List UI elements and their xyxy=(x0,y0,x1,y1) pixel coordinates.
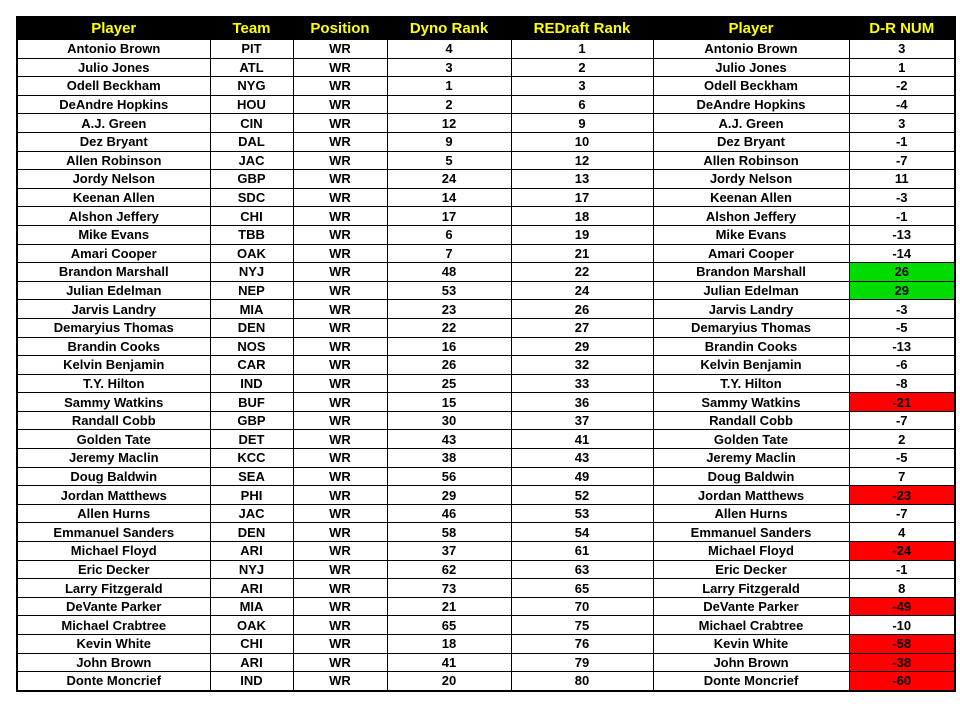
player-cell: Antonio Brown xyxy=(17,40,210,59)
player-cell: Sammy Watkins xyxy=(17,393,210,412)
redraft-rank-cell: 9 xyxy=(511,114,653,133)
table-row xyxy=(17,560,955,579)
player-2-cell: Mike Evans xyxy=(653,225,849,244)
team-cell: JAC xyxy=(210,504,293,523)
dr-num-cell: 29 xyxy=(849,281,955,300)
team-cell: OAK xyxy=(210,616,293,635)
redraft-rank-cell: 63 xyxy=(511,560,653,579)
table-row xyxy=(17,635,955,654)
player-2-cell: Brandon Marshall xyxy=(653,263,849,282)
table-row xyxy=(17,616,955,635)
player-cell: Brandon Marshall xyxy=(17,263,210,282)
dyno-rank-cell: 12 xyxy=(387,114,511,133)
dr-num-cell: 26 xyxy=(849,263,955,282)
player-2-cell: Brandin Cooks xyxy=(653,337,849,356)
dr-num-cell: -13 xyxy=(849,337,955,356)
dr-num-cell: -2 xyxy=(849,77,955,96)
table-row xyxy=(17,114,955,133)
position-cell: WR xyxy=(293,597,387,616)
player-cell: Jeremy Maclin xyxy=(17,449,210,468)
player-cell: Emmanuel Sanders xyxy=(17,523,210,542)
player-cell: Golden Tate xyxy=(17,430,210,449)
player-2-cell: T.Y. Hilton xyxy=(653,374,849,393)
dyno-rank-cell: 21 xyxy=(387,597,511,616)
table-row xyxy=(17,411,955,430)
dr-num-cell: -13 xyxy=(849,225,955,244)
table-row xyxy=(17,337,955,356)
dyno-rank-cell: 53 xyxy=(387,281,511,300)
team-cell: KCC xyxy=(210,449,293,468)
table-row xyxy=(17,374,955,393)
player-cell: Kevin White xyxy=(17,635,210,654)
dyno-rank-cell: 24 xyxy=(387,170,511,189)
position-cell: WR xyxy=(293,170,387,189)
player-2-cell: Julio Jones xyxy=(653,58,849,77)
player-2-cell: Eric Decker xyxy=(653,560,849,579)
dyno-rank-cell: 1 xyxy=(387,77,511,96)
redraft-rank-cell: 6 xyxy=(511,95,653,114)
team-cell: HOU xyxy=(210,95,293,114)
team-cell: PHI xyxy=(210,486,293,505)
dyno-rank-cell: 23 xyxy=(387,300,511,319)
position-cell: WR xyxy=(293,281,387,300)
redraft-rank-cell: 80 xyxy=(511,672,653,691)
redraft-rank-cell: 43 xyxy=(511,449,653,468)
table-row xyxy=(17,170,955,189)
player-cell: Keenan Allen xyxy=(17,188,210,207)
position-cell: WR xyxy=(293,486,387,505)
dr-num-cell: 1 xyxy=(849,58,955,77)
redraft-rank-cell: 27 xyxy=(511,318,653,337)
table-row xyxy=(17,597,955,616)
team-cell: PIT xyxy=(210,40,293,59)
team-cell: ARI xyxy=(210,579,293,598)
table-row xyxy=(17,467,955,486)
team-cell: MIA xyxy=(210,300,293,319)
player-cell: Doug Baldwin xyxy=(17,467,210,486)
player-cell: Amari Cooper xyxy=(17,244,210,263)
dr-num-cell: 7 xyxy=(849,467,955,486)
team-cell: CAR xyxy=(210,356,293,375)
team-cell: ARI xyxy=(210,542,293,561)
player-2-cell: Jordan Matthews xyxy=(653,486,849,505)
dr-num-cell: -3 xyxy=(849,188,955,207)
team-cell: ARI xyxy=(210,653,293,672)
dyno-rank-cell: 25 xyxy=(387,374,511,393)
position-cell: WR xyxy=(293,58,387,77)
dyno-rank-cell: 4 xyxy=(387,40,511,59)
player-cell: Larry Fitzgerald xyxy=(17,579,210,598)
dyno-rank-cell: 46 xyxy=(387,504,511,523)
dr-num-cell: 8 xyxy=(849,579,955,598)
dyno-rank-cell: 41 xyxy=(387,653,511,672)
table-row xyxy=(17,95,955,114)
dyno-rank-cell: 26 xyxy=(387,356,511,375)
position-cell: WR xyxy=(293,411,387,430)
player-cell: Michael Crabtree xyxy=(17,616,210,635)
position-cell: WR xyxy=(293,356,387,375)
player-cell: Allen Hurns xyxy=(17,504,210,523)
player-cell: T.Y. Hilton xyxy=(17,374,210,393)
team-cell: DEN xyxy=(210,523,293,542)
position-cell: WR xyxy=(293,653,387,672)
dr-num-cell: 11 xyxy=(849,170,955,189)
dr-num-cell: -14 xyxy=(849,244,955,263)
player-cell: Michael Floyd xyxy=(17,542,210,561)
dr-num-cell: -1 xyxy=(849,207,955,226)
dyno-rank-cell: 38 xyxy=(387,449,511,468)
position-cell: WR xyxy=(293,263,387,282)
position-cell: WR xyxy=(293,430,387,449)
team-cell: OAK xyxy=(210,244,293,263)
dr-num-cell: 3 xyxy=(849,40,955,59)
team-cell: ATL xyxy=(210,58,293,77)
table-row xyxy=(17,579,955,598)
table-row xyxy=(17,207,955,226)
player-2-cell: Golden Tate xyxy=(653,430,849,449)
redraft-rank-cell: 12 xyxy=(511,151,653,170)
redraft-rank-cell: 54 xyxy=(511,523,653,542)
table-row xyxy=(17,486,955,505)
player-2-cell: Amari Cooper xyxy=(653,244,849,263)
team-cell: DAL xyxy=(210,132,293,151)
dyno-rank-cell: 22 xyxy=(387,318,511,337)
position-cell: WR xyxy=(293,374,387,393)
dr-num-cell: -1 xyxy=(849,560,955,579)
redraft-rank-cell: 21 xyxy=(511,244,653,263)
column-header-position: Position xyxy=(293,17,387,40)
team-cell: SDC xyxy=(210,188,293,207)
player-2-cell: Doug Baldwin xyxy=(653,467,849,486)
column-header-dyno-rank: Dyno Rank xyxy=(387,17,511,40)
dr-num-cell: -10 xyxy=(849,616,955,635)
redraft-rank-cell: 70 xyxy=(511,597,653,616)
table-row xyxy=(17,281,955,300)
table-row xyxy=(17,244,955,263)
position-cell: WR xyxy=(293,225,387,244)
team-cell: JAC xyxy=(210,151,293,170)
dr-num-cell: 2 xyxy=(849,430,955,449)
player-2-cell: DeVante Parker xyxy=(653,597,849,616)
team-cell: GBP xyxy=(210,411,293,430)
position-cell: WR xyxy=(293,337,387,356)
dr-num-cell: -49 xyxy=(849,597,955,616)
dr-num-cell: -38 xyxy=(849,653,955,672)
player-2-cell: Allen Robinson xyxy=(653,151,849,170)
redraft-rank-cell: 3 xyxy=(511,77,653,96)
position-cell: WR xyxy=(293,579,387,598)
rankings-table-container xyxy=(16,16,956,692)
position-cell: WR xyxy=(293,40,387,59)
player-2-cell: Kelvin Benjamin xyxy=(653,356,849,375)
player-cell: Jordy Nelson xyxy=(17,170,210,189)
team-cell: IND xyxy=(210,374,293,393)
player-cell: DeVante Parker xyxy=(17,597,210,616)
dr-num-cell: 3 xyxy=(849,114,955,133)
dr-num-cell: -6 xyxy=(849,356,955,375)
redraft-rank-cell: 36 xyxy=(511,393,653,412)
player-cell: Alshon Jeffery xyxy=(17,207,210,226)
player-cell: A.J. Green xyxy=(17,114,210,133)
table-row xyxy=(17,318,955,337)
position-cell: WR xyxy=(293,467,387,486)
player-2-cell: Demaryius Thomas xyxy=(653,318,849,337)
dr-num-cell: -24 xyxy=(849,542,955,561)
redraft-rank-cell: 18 xyxy=(511,207,653,226)
dyno-rank-cell: 65 xyxy=(387,616,511,635)
team-cell: NOS xyxy=(210,337,293,356)
position-cell: WR xyxy=(293,114,387,133)
redraft-rank-cell: 13 xyxy=(511,170,653,189)
dr-num-cell: -7 xyxy=(849,411,955,430)
player-cell: Julio Jones xyxy=(17,58,210,77)
position-cell: WR xyxy=(293,672,387,691)
position-cell: WR xyxy=(293,244,387,263)
redraft-rank-cell: 26 xyxy=(511,300,653,319)
player-2-cell: Jordy Nelson xyxy=(653,170,849,189)
redraft-rank-cell: 61 xyxy=(511,542,653,561)
team-cell: NYJ xyxy=(210,560,293,579)
player-2-cell: Alshon Jeffery xyxy=(653,207,849,226)
redraft-rank-cell: 52 xyxy=(511,486,653,505)
table-row xyxy=(17,504,955,523)
position-cell: WR xyxy=(293,449,387,468)
dr-num-cell: -3 xyxy=(849,300,955,319)
redraft-rank-cell: 49 xyxy=(511,467,653,486)
dyno-rank-cell: 14 xyxy=(387,188,511,207)
player-2-cell: Allen Hurns xyxy=(653,504,849,523)
column-header-redraft-rank: REDraft Rank xyxy=(511,17,653,40)
dr-num-cell: -8 xyxy=(849,374,955,393)
player-cell: Jordan Matthews xyxy=(17,486,210,505)
dyno-rank-cell: 30 xyxy=(387,411,511,430)
dyno-rank-cell: 20 xyxy=(387,672,511,691)
dr-num-cell: -4 xyxy=(849,95,955,114)
table-row xyxy=(17,188,955,207)
redraft-rank-cell: 1 xyxy=(511,40,653,59)
table-row xyxy=(17,300,955,319)
redraft-rank-cell: 29 xyxy=(511,337,653,356)
redraft-rank-cell: 10 xyxy=(511,132,653,151)
redraft-rank-cell: 19 xyxy=(511,225,653,244)
dyno-rank-cell: 17 xyxy=(387,207,511,226)
table-row xyxy=(17,523,955,542)
position-cell: WR xyxy=(293,132,387,151)
position-cell: WR xyxy=(293,542,387,561)
player-cell: Demaryius Thomas xyxy=(17,318,210,337)
player-2-cell: Emmanuel Sanders xyxy=(653,523,849,542)
position-cell: WR xyxy=(293,393,387,412)
dyno-rank-cell: 37 xyxy=(387,542,511,561)
table-row xyxy=(17,542,955,561)
dr-num-cell: -60 xyxy=(849,672,955,691)
redraft-rank-cell: 65 xyxy=(511,579,653,598)
player-2-cell: Julian Edelman xyxy=(653,281,849,300)
team-cell: NEP xyxy=(210,281,293,300)
player-2-cell: Jarvis Landry xyxy=(653,300,849,319)
dyno-rank-cell: 29 xyxy=(387,486,511,505)
dr-num-cell: -5 xyxy=(849,449,955,468)
player-cell: Jarvis Landry xyxy=(17,300,210,319)
player-2-cell: DeAndre Hopkins xyxy=(653,95,849,114)
dyno-rank-cell: 3 xyxy=(387,58,511,77)
player-2-cell: Jeremy Maclin xyxy=(653,449,849,468)
rankings-table xyxy=(16,16,956,692)
redraft-rank-cell: 41 xyxy=(511,430,653,449)
header-row xyxy=(17,17,955,40)
dyno-rank-cell: 62 xyxy=(387,560,511,579)
dyno-rank-cell: 18 xyxy=(387,635,511,654)
player-cell: Eric Decker xyxy=(17,560,210,579)
player-2-cell: Randall Cobb xyxy=(653,411,849,430)
dyno-rank-cell: 43 xyxy=(387,430,511,449)
dr-num-cell: -5 xyxy=(849,318,955,337)
player-cell: John Brown xyxy=(17,653,210,672)
redraft-rank-cell: 17 xyxy=(511,188,653,207)
table-row xyxy=(17,132,955,151)
position-cell: WR xyxy=(293,560,387,579)
player-2-cell: Donte Moncrief xyxy=(653,672,849,691)
player-cell: Dez Bryant xyxy=(17,132,210,151)
redraft-rank-cell: 37 xyxy=(511,411,653,430)
redraft-rank-cell: 32 xyxy=(511,356,653,375)
table-row xyxy=(17,225,955,244)
table-row xyxy=(17,77,955,96)
player-2-cell: John Brown xyxy=(653,653,849,672)
team-cell: NYG xyxy=(210,77,293,96)
position-cell: WR xyxy=(293,95,387,114)
player-cell: DeAndre Hopkins xyxy=(17,95,210,114)
team-cell: SEA xyxy=(210,467,293,486)
dr-num-cell: -58 xyxy=(849,635,955,654)
dyno-rank-cell: 48 xyxy=(387,263,511,282)
position-cell: WR xyxy=(293,523,387,542)
player-2-cell: Dez Bryant xyxy=(653,132,849,151)
column-header-team: Team xyxy=(210,17,293,40)
position-cell: WR xyxy=(293,635,387,654)
position-cell: WR xyxy=(293,616,387,635)
player-cell: Mike Evans xyxy=(17,225,210,244)
team-cell: GBP xyxy=(210,170,293,189)
dyno-rank-cell: 6 xyxy=(387,225,511,244)
redraft-rank-cell: 24 xyxy=(511,281,653,300)
player-2-cell: Keenan Allen xyxy=(653,188,849,207)
position-cell: WR xyxy=(293,188,387,207)
dr-num-cell: -23 xyxy=(849,486,955,505)
team-cell: DEN xyxy=(210,318,293,337)
table-row xyxy=(17,430,955,449)
position-cell: WR xyxy=(293,151,387,170)
team-cell: CHI xyxy=(210,207,293,226)
player-cell: Donte Moncrief xyxy=(17,672,210,691)
dr-num-cell: 4 xyxy=(849,523,955,542)
player-2-cell: Antonio Brown xyxy=(653,40,849,59)
table-row xyxy=(17,393,955,412)
table-row xyxy=(17,449,955,468)
column-header-player-2: Player xyxy=(653,17,849,40)
column-header-player: Player xyxy=(17,17,210,40)
dyno-rank-cell: 7 xyxy=(387,244,511,263)
table-row xyxy=(17,672,955,691)
redraft-rank-cell: 79 xyxy=(511,653,653,672)
player-2-cell: A.J. Green xyxy=(653,114,849,133)
position-cell: WR xyxy=(293,504,387,523)
dr-num-cell: -7 xyxy=(849,504,955,523)
table-row xyxy=(17,58,955,77)
team-cell: BUF xyxy=(210,393,293,412)
position-cell: WR xyxy=(293,77,387,96)
player-2-cell: Odell Beckham xyxy=(653,77,849,96)
redraft-rank-cell: 2 xyxy=(511,58,653,77)
table-row xyxy=(17,356,955,375)
team-cell: CIN xyxy=(210,114,293,133)
player-2-cell: Michael Crabtree xyxy=(653,616,849,635)
player-2-cell: Larry Fitzgerald xyxy=(653,579,849,598)
player-cell: Odell Beckham xyxy=(17,77,210,96)
dr-num-cell: -1 xyxy=(849,132,955,151)
team-cell: TBB xyxy=(210,225,293,244)
player-cell: Allen Robinson xyxy=(17,151,210,170)
player-cell: Kelvin Benjamin xyxy=(17,356,210,375)
player-cell: Randall Cobb xyxy=(17,411,210,430)
dyno-rank-cell: 5 xyxy=(387,151,511,170)
player-2-cell: Sammy Watkins xyxy=(653,393,849,412)
dyno-rank-cell: 16 xyxy=(387,337,511,356)
table-row xyxy=(17,653,955,672)
dyno-rank-cell: 58 xyxy=(387,523,511,542)
team-cell: MIA xyxy=(210,597,293,616)
column-header-dr-num: D-R NUM xyxy=(849,17,955,40)
redraft-rank-cell: 53 xyxy=(511,504,653,523)
player-cell: Brandin Cooks xyxy=(17,337,210,356)
dyno-rank-cell: 2 xyxy=(387,95,511,114)
team-cell: NYJ xyxy=(210,263,293,282)
player-cell: Julian Edelman xyxy=(17,281,210,300)
player-2-cell: Michael Floyd xyxy=(653,542,849,561)
dr-num-cell: -21 xyxy=(849,393,955,412)
dyno-rank-cell: 73 xyxy=(387,579,511,598)
table-row xyxy=(17,151,955,170)
table-row xyxy=(17,263,955,282)
player-2-cell: Kevin White xyxy=(653,635,849,654)
team-cell: CHI xyxy=(210,635,293,654)
dyno-rank-cell: 56 xyxy=(387,467,511,486)
dyno-rank-cell: 9 xyxy=(387,132,511,151)
redraft-rank-cell: 22 xyxy=(511,263,653,282)
dyno-rank-cell: 15 xyxy=(387,393,511,412)
table-row xyxy=(17,40,955,59)
dr-num-cell: -7 xyxy=(849,151,955,170)
position-cell: WR xyxy=(293,318,387,337)
position-cell: WR xyxy=(293,300,387,319)
redraft-rank-cell: 75 xyxy=(511,616,653,635)
redraft-rank-cell: 33 xyxy=(511,374,653,393)
position-cell: WR xyxy=(293,207,387,226)
redraft-rank-cell: 76 xyxy=(511,635,653,654)
team-cell: IND xyxy=(210,672,293,691)
team-cell: DET xyxy=(210,430,293,449)
